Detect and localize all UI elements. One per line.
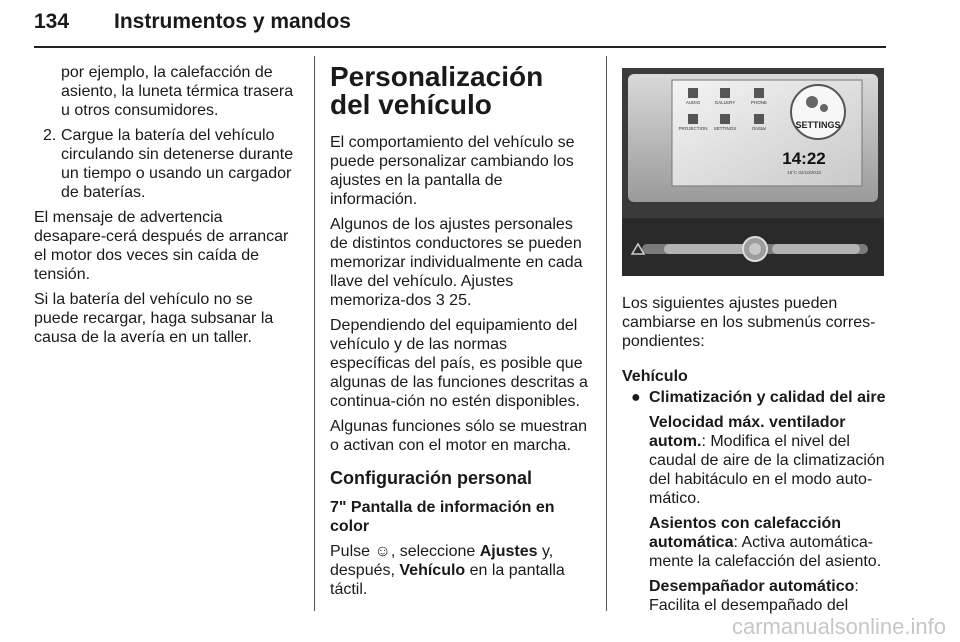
list-item-number: 2. xyxy=(43,127,57,144)
page-header xyxy=(34,4,886,44)
list-item-2 xyxy=(34,126,299,202)
column-middle xyxy=(330,63,590,605)
sub-subsection-heading: 7" Pantalla de información en color xyxy=(330,499,555,535)
screen-icon-label: GALLERY xyxy=(714,100,736,105)
screen-icon-label: PROJECTION xyxy=(678,126,708,131)
list-item-continuation: por ejemplo, la calefacción de asiento, la luneta térmica trasera u otros consumidores. xyxy=(61,64,294,119)
header-rule xyxy=(34,46,886,48)
paragraph: Dependiendo del equipamiento del vehículo y de las normas específicas del país, es posible que algunas de las funciones descritas a continua‐ción no estén disponibles. xyxy=(330,317,588,410)
setting-description: Asientos con calefacción automática: Activa automática‐mente la calefacción del asiento. xyxy=(649,515,882,570)
page-number: 134 xyxy=(34,10,70,33)
column-divider-1 xyxy=(314,56,315,611)
column-divider-2 xyxy=(606,56,607,611)
clock: 14:22 xyxy=(782,149,826,168)
bullet-icon: ● xyxy=(631,389,641,406)
setting-description: Velocidad máx. ventilador autom.: Modifica el nivel del caudal de aire de la climatización del habitáculo en el modo auto‐mático. xyxy=(649,414,885,507)
paragraph: Pulse ☺, seleccione Ajustes y, después, Vehículo en la pantalla táctil. xyxy=(330,543,565,598)
paragraph: El comportamiento del vehículo se puede personalizar cambiando los ajustes en la pantalla de información. xyxy=(330,134,575,208)
column-left xyxy=(34,63,299,353)
paragraph: Algunas funciones sólo se muestran o activan con el motor en marcha. xyxy=(330,418,588,454)
screen-icon-label: OnStar xyxy=(751,126,767,131)
paragraph: El mensaje de advertencia desapare‐cerá después de arrancar el motor dos veces sin caída de tensión. xyxy=(34,209,289,283)
page-reference-icon: 3 xyxy=(435,292,445,309)
bullet-item: ● Climatización y calidad del aire xyxy=(631,389,886,406)
page-reference: 25. xyxy=(444,292,472,309)
screen-icon-label: AUDIO xyxy=(685,100,701,105)
setting-description: Desempañador automático: Facilita el desempañado del xyxy=(649,578,859,614)
screen-icon-label: PHONE xyxy=(750,100,768,105)
screen-icon-label: SETTINGS xyxy=(713,126,737,131)
column-right xyxy=(622,294,892,621)
infotainment-photo xyxy=(622,68,884,276)
paragraph: Algunos de los ajustes personales de distintos conductores se pueden memorizar individualmente en cada llave del vehículo. Ajustes memoriza‐dos 3 25. xyxy=(330,216,583,309)
watermark: carmanualsonline.info xyxy=(731,614,946,639)
paragraph: Si la batería del vehículo no se puede recargar, haga subsanar la causa de la avería en un taller. xyxy=(34,291,274,346)
home-icon: ☺ xyxy=(374,543,391,560)
section-title: Instrumentos y mandos xyxy=(114,10,351,33)
temp-date: 18°C 02/10/2015 xyxy=(787,170,821,175)
subsection-heading: Configuración personal xyxy=(330,468,533,488)
paragraph: Los siguientes ajustes pueden cambiarse en los submenús corres‐pondientes: xyxy=(622,295,876,350)
settings-callout-label: SETTINGS xyxy=(795,120,841,130)
list-item-text: Cargue la batería del vehículo circulando sin detenerse durante un tiempo o usando un cargador de baterías. xyxy=(61,127,294,201)
settings-section-heading: Vehículo xyxy=(622,368,688,385)
chapter-heading: Personalización del vehículo xyxy=(330,61,544,120)
